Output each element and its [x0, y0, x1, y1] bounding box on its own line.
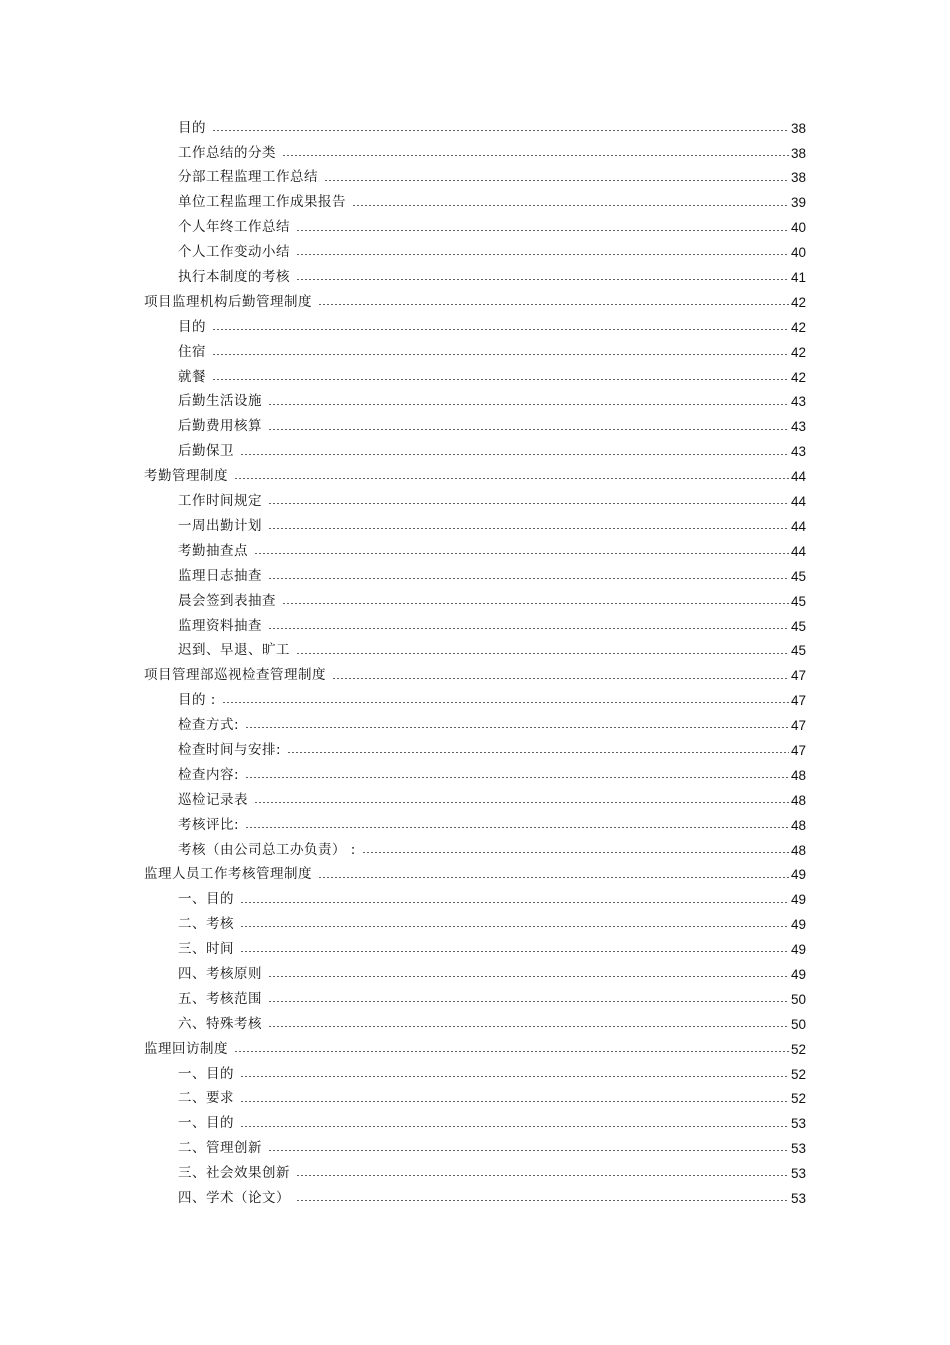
- toc-entry-page-number: 47: [790, 718, 806, 734]
- toc-entry-title: 就餐: [178, 368, 206, 385]
- toc-entry-page-number: 53: [790, 1166, 806, 1182]
- toc-dot-leader: [240, 926, 789, 927]
- toc-dot-leader: [268, 976, 789, 977]
- toc-entry-page-number: 42: [790, 294, 806, 310]
- toc-entry-title: 监理日志抽查: [178, 567, 262, 584]
- toc-subsection-entry[interactable]: [0, 987, 950, 1012]
- toc-dot-leader: [296, 279, 789, 280]
- toc-dot-leader: [212, 130, 789, 131]
- toc-entry-title: 六、特殊考核: [178, 1015, 262, 1032]
- toc-entry-title: 二、考核: [178, 916, 234, 933]
- toc-subsection-entry[interactable]: [0, 365, 950, 390]
- toc-subsection-entry[interactable]: [0, 539, 950, 564]
- toc-subsection-entry[interactable]: [0, 1012, 950, 1037]
- toc-entry-page-number: 53: [790, 1141, 806, 1157]
- toc-entry-title: 工作总结的分类: [178, 144, 276, 161]
- toc-entry-page-number: 43: [790, 394, 806, 410]
- toc-dot-leader: [240, 454, 789, 455]
- toc-entry-title: 巡检记录表: [178, 791, 248, 808]
- toc-entry-page-number: 45: [790, 618, 806, 634]
- toc-entry-title: 项目管理部巡视检查管理制度: [144, 667, 326, 684]
- toc-entry-page-number: 42: [790, 344, 806, 360]
- toc-entry-page-number: 44: [790, 469, 806, 485]
- toc-entry-page-number: 44: [790, 543, 806, 559]
- toc-dot-leader: [332, 678, 789, 679]
- toc-entry-title: 考核（由公司总工办负责） :: [178, 841, 356, 858]
- toc-dot-leader: [352, 205, 789, 206]
- toc-subsection-entry[interactable]: [0, 1137, 950, 1162]
- toc-entry-title: 二、管理创新: [178, 1140, 262, 1157]
- toc-entry-title: 检查内容:: [178, 766, 240, 783]
- toc-entry-page-number: 41: [790, 270, 806, 286]
- toc-dot-leader: [268, 528, 789, 529]
- toc-subsection-entry[interactable]: [0, 1112, 950, 1137]
- toc-subsection-entry[interactable]: [0, 166, 950, 191]
- toc-entry-title: 目的 :: [178, 692, 216, 709]
- toc-subsection-entry[interactable]: [0, 216, 950, 241]
- toc-entry-page-number: 38: [790, 170, 806, 186]
- toc-entry-title: 四、考核原则: [178, 965, 262, 982]
- toc-entry-page-number: 49: [790, 867, 806, 883]
- toc-dot-leader: [362, 852, 789, 853]
- toc-dot-leader: [240, 1126, 789, 1127]
- toc-subsection-entry[interactable]: [0, 763, 950, 788]
- toc-subsection-entry[interactable]: [0, 1087, 950, 1112]
- toc-entry-page-number: 48: [790, 767, 806, 783]
- toc-entry-page-number: 44: [790, 518, 806, 534]
- toc-subsection-entry[interactable]: [0, 937, 950, 962]
- toc-entry-page-number: 49: [790, 892, 806, 908]
- toc-dot-leader: [282, 603, 789, 604]
- toc-dot-leader: [240, 902, 789, 903]
- toc-section-entry[interactable]: [0, 1037, 950, 1062]
- toc-entry-page-number: 42: [790, 319, 806, 335]
- toc-entry-title: 二、要求: [178, 1090, 234, 1107]
- toc-entry-page-number: 43: [790, 444, 806, 460]
- toc-entry-title: 一、目的: [178, 1065, 234, 1082]
- toc-subsection-entry[interactable]: [0, 514, 950, 539]
- toc-entry-page-number: 39: [790, 195, 806, 211]
- toc-entry-title: 后勤费用核算: [178, 418, 262, 435]
- toc-subsection-entry[interactable]: [0, 639, 950, 664]
- toc-entry-title: 检查方式:: [178, 717, 240, 734]
- toc-subsection-entry[interactable]: [0, 1062, 950, 1087]
- toc-section-entry[interactable]: [0, 464, 950, 489]
- toc-subsection-entry[interactable]: [0, 688, 950, 713]
- toc-section-entry[interactable]: [0, 290, 950, 315]
- toc-subsection-entry[interactable]: [0, 191, 950, 216]
- toc-entry-page-number: 47: [790, 693, 806, 709]
- toc-entry-title: 三、社会效果创新: [178, 1165, 290, 1182]
- toc-subsection-entry[interactable]: [0, 489, 950, 514]
- toc-subsection-entry[interactable]: [0, 340, 950, 365]
- toc-entry-title: 监理资料抽查: [178, 617, 262, 634]
- toc-subsection-entry[interactable]: [0, 788, 950, 813]
- toc-dot-leader: [268, 628, 789, 629]
- toc-entry-title: 检查时间与安排:: [178, 741, 282, 758]
- toc-subsection-entry[interactable]: [0, 962, 950, 987]
- toc-entry-page-number: 44: [790, 494, 806, 510]
- toc-subsection-entry[interactable]: [0, 240, 950, 265]
- toc-dot-leader: [212, 354, 789, 355]
- toc-subsection-entry[interactable]: [0, 390, 950, 415]
- toc-entry-title: 一、目的: [178, 891, 234, 908]
- toc-entry-title: 监理人员工作考核管理制度: [144, 866, 312, 883]
- toc-dot-leader: [240, 1076, 789, 1077]
- toc-dot-leader: [245, 827, 789, 828]
- toc-entry-page-number: 47: [790, 668, 806, 684]
- toc-dot-leader: [282, 155, 789, 156]
- toc-entry-title: 后勤生活设施: [178, 393, 262, 410]
- toc-entry-title: 四、学术（论文）: [178, 1189, 290, 1206]
- toc-entry-page-number: 38: [790, 145, 806, 161]
- toc-entry-page-number: 40: [790, 245, 806, 261]
- toc-entry-title: 个人年终工作总结: [178, 219, 290, 236]
- toc-subsection-entry[interactable]: [0, 415, 950, 440]
- toc-entry-page-number: 48: [790, 792, 806, 808]
- toc-dot-leader: [268, 429, 789, 430]
- toc-entry-page-number: 52: [790, 1041, 806, 1057]
- toc-dot-leader: [296, 1200, 789, 1201]
- toc-entry-title: 分部工程监理工作总结: [178, 169, 318, 186]
- toc-dot-leader: [234, 478, 789, 479]
- toc-entry-page-number: 47: [790, 742, 806, 758]
- toc-entry-page-number: 45: [790, 568, 806, 584]
- toc-entry-title: 单位工程监理工作成果报告: [178, 194, 346, 211]
- toc-section-entry[interactable]: [0, 863, 950, 888]
- toc-subsection-entry[interactable]: [0, 116, 950, 141]
- toc-entry-title: 目的: [178, 119, 206, 136]
- toc-dot-leader: [212, 379, 789, 380]
- toc-subsection-entry[interactable]: [0, 564, 950, 589]
- toc-entry-title: 一、目的: [178, 1115, 234, 1132]
- toc-subsection-entry[interactable]: [0, 440, 950, 465]
- toc-entry-page-number: 50: [790, 991, 806, 1007]
- toc-dot-leader: [254, 802, 789, 803]
- toc-dot-leader: [268, 1026, 789, 1027]
- toc-entry-title: 监理回访制度: [144, 1040, 228, 1057]
- toc-entry-page-number: 45: [790, 643, 806, 659]
- toc-subsection-entry[interactable]: [0, 713, 950, 738]
- toc-entry-title: 考勤管理制度: [144, 468, 228, 485]
- table-of-contents: [0, 116, 950, 1211]
- toc-entry-title: 五、考核范围: [178, 990, 262, 1007]
- toc-dot-leader: [240, 1101, 789, 1102]
- toc-entry-title: 项目监理机构后勤管理制度: [144, 293, 312, 310]
- toc-entry-title: 考核评比:: [178, 816, 240, 833]
- toc-entry-page-number: 52: [790, 1066, 806, 1082]
- toc-entry-page-number: 53: [790, 1190, 806, 1206]
- toc-subsection-entry[interactable]: [0, 1161, 950, 1186]
- toc-entry-page-number: 48: [790, 842, 806, 858]
- toc-dot-leader: [296, 254, 789, 255]
- toc-subsection-entry[interactable]: [0, 589, 950, 614]
- toc-dot-leader: [234, 1051, 789, 1052]
- toc-subsection-entry[interactable]: [0, 141, 950, 166]
- toc-entry-page-number: 49: [790, 917, 806, 933]
- toc-subsection-entry[interactable]: [0, 888, 950, 913]
- toc-section-entry[interactable]: [0, 664, 950, 689]
- toc-entry-page-number: 52: [790, 1091, 806, 1107]
- toc-subsection-entry[interactable]: [0, 265, 950, 290]
- toc-dot-leader: [324, 180, 789, 181]
- toc-dot-leader: [245, 727, 789, 728]
- toc-dot-leader: [268, 1001, 789, 1002]
- toc-entry-title: 迟到、早退、旷工: [178, 642, 290, 659]
- toc-entry-page-number: 48: [790, 817, 806, 833]
- toc-entry-title: 目的: [178, 318, 206, 335]
- toc-subsection-entry[interactable]: [0, 315, 950, 340]
- toc-entry-page-number: 50: [790, 1016, 806, 1032]
- toc-entry-page-number: 49: [790, 942, 806, 958]
- toc-entry-title: 工作时间规定: [178, 493, 262, 510]
- toc-dot-leader: [268, 578, 789, 579]
- toc-entry-title: 晨会签到表抽查: [178, 592, 276, 609]
- toc-subsection-entry[interactable]: [0, 1186, 950, 1211]
- toc-dot-leader: [296, 653, 789, 654]
- toc-entry-title: 一周出勤计划: [178, 517, 262, 534]
- toc-dot-leader: [296, 230, 789, 231]
- toc-dot-leader: [318, 877, 789, 878]
- toc-entry-title: 后勤保卫: [178, 443, 234, 460]
- toc-dot-leader: [212, 329, 789, 330]
- toc-entry-page-number: 49: [790, 966, 806, 982]
- toc-subsection-entry[interactable]: [0, 838, 950, 863]
- toc-dot-leader: [318, 304, 789, 305]
- toc-entry-page-number: 40: [790, 220, 806, 236]
- toc-subsection-entry[interactable]: [0, 813, 950, 838]
- toc-entry-title: 住宿: [178, 343, 206, 360]
- toc-entry-page-number: 45: [790, 593, 806, 609]
- toc-subsection-entry[interactable]: [0, 913, 950, 938]
- toc-dot-leader: [287, 752, 789, 753]
- toc-dot-leader: [222, 702, 789, 703]
- toc-dot-leader: [296, 1175, 789, 1176]
- toc-dot-leader: [240, 951, 789, 952]
- toc-entry-page-number: 53: [790, 1116, 806, 1132]
- toc-entry-title: 三、时间: [178, 941, 234, 958]
- toc-entry-title: 执行本制度的考核: [178, 269, 290, 286]
- toc-subsection-entry[interactable]: [0, 614, 950, 639]
- toc-entry-title: 考勤抽查点: [178, 542, 248, 559]
- toc-dot-leader: [268, 1150, 789, 1151]
- toc-entry-page-number: 38: [790, 120, 806, 136]
- toc-entry-page-number: 42: [790, 369, 806, 385]
- toc-subsection-entry[interactable]: [0, 738, 950, 763]
- toc-dot-leader: [245, 777, 789, 778]
- toc-dot-leader: [254, 553, 789, 554]
- toc-dot-leader: [268, 503, 789, 504]
- toc-entry-title: 个人工作变动小结: [178, 244, 290, 261]
- toc-entry-page-number: 43: [790, 419, 806, 435]
- toc-dot-leader: [268, 404, 789, 405]
